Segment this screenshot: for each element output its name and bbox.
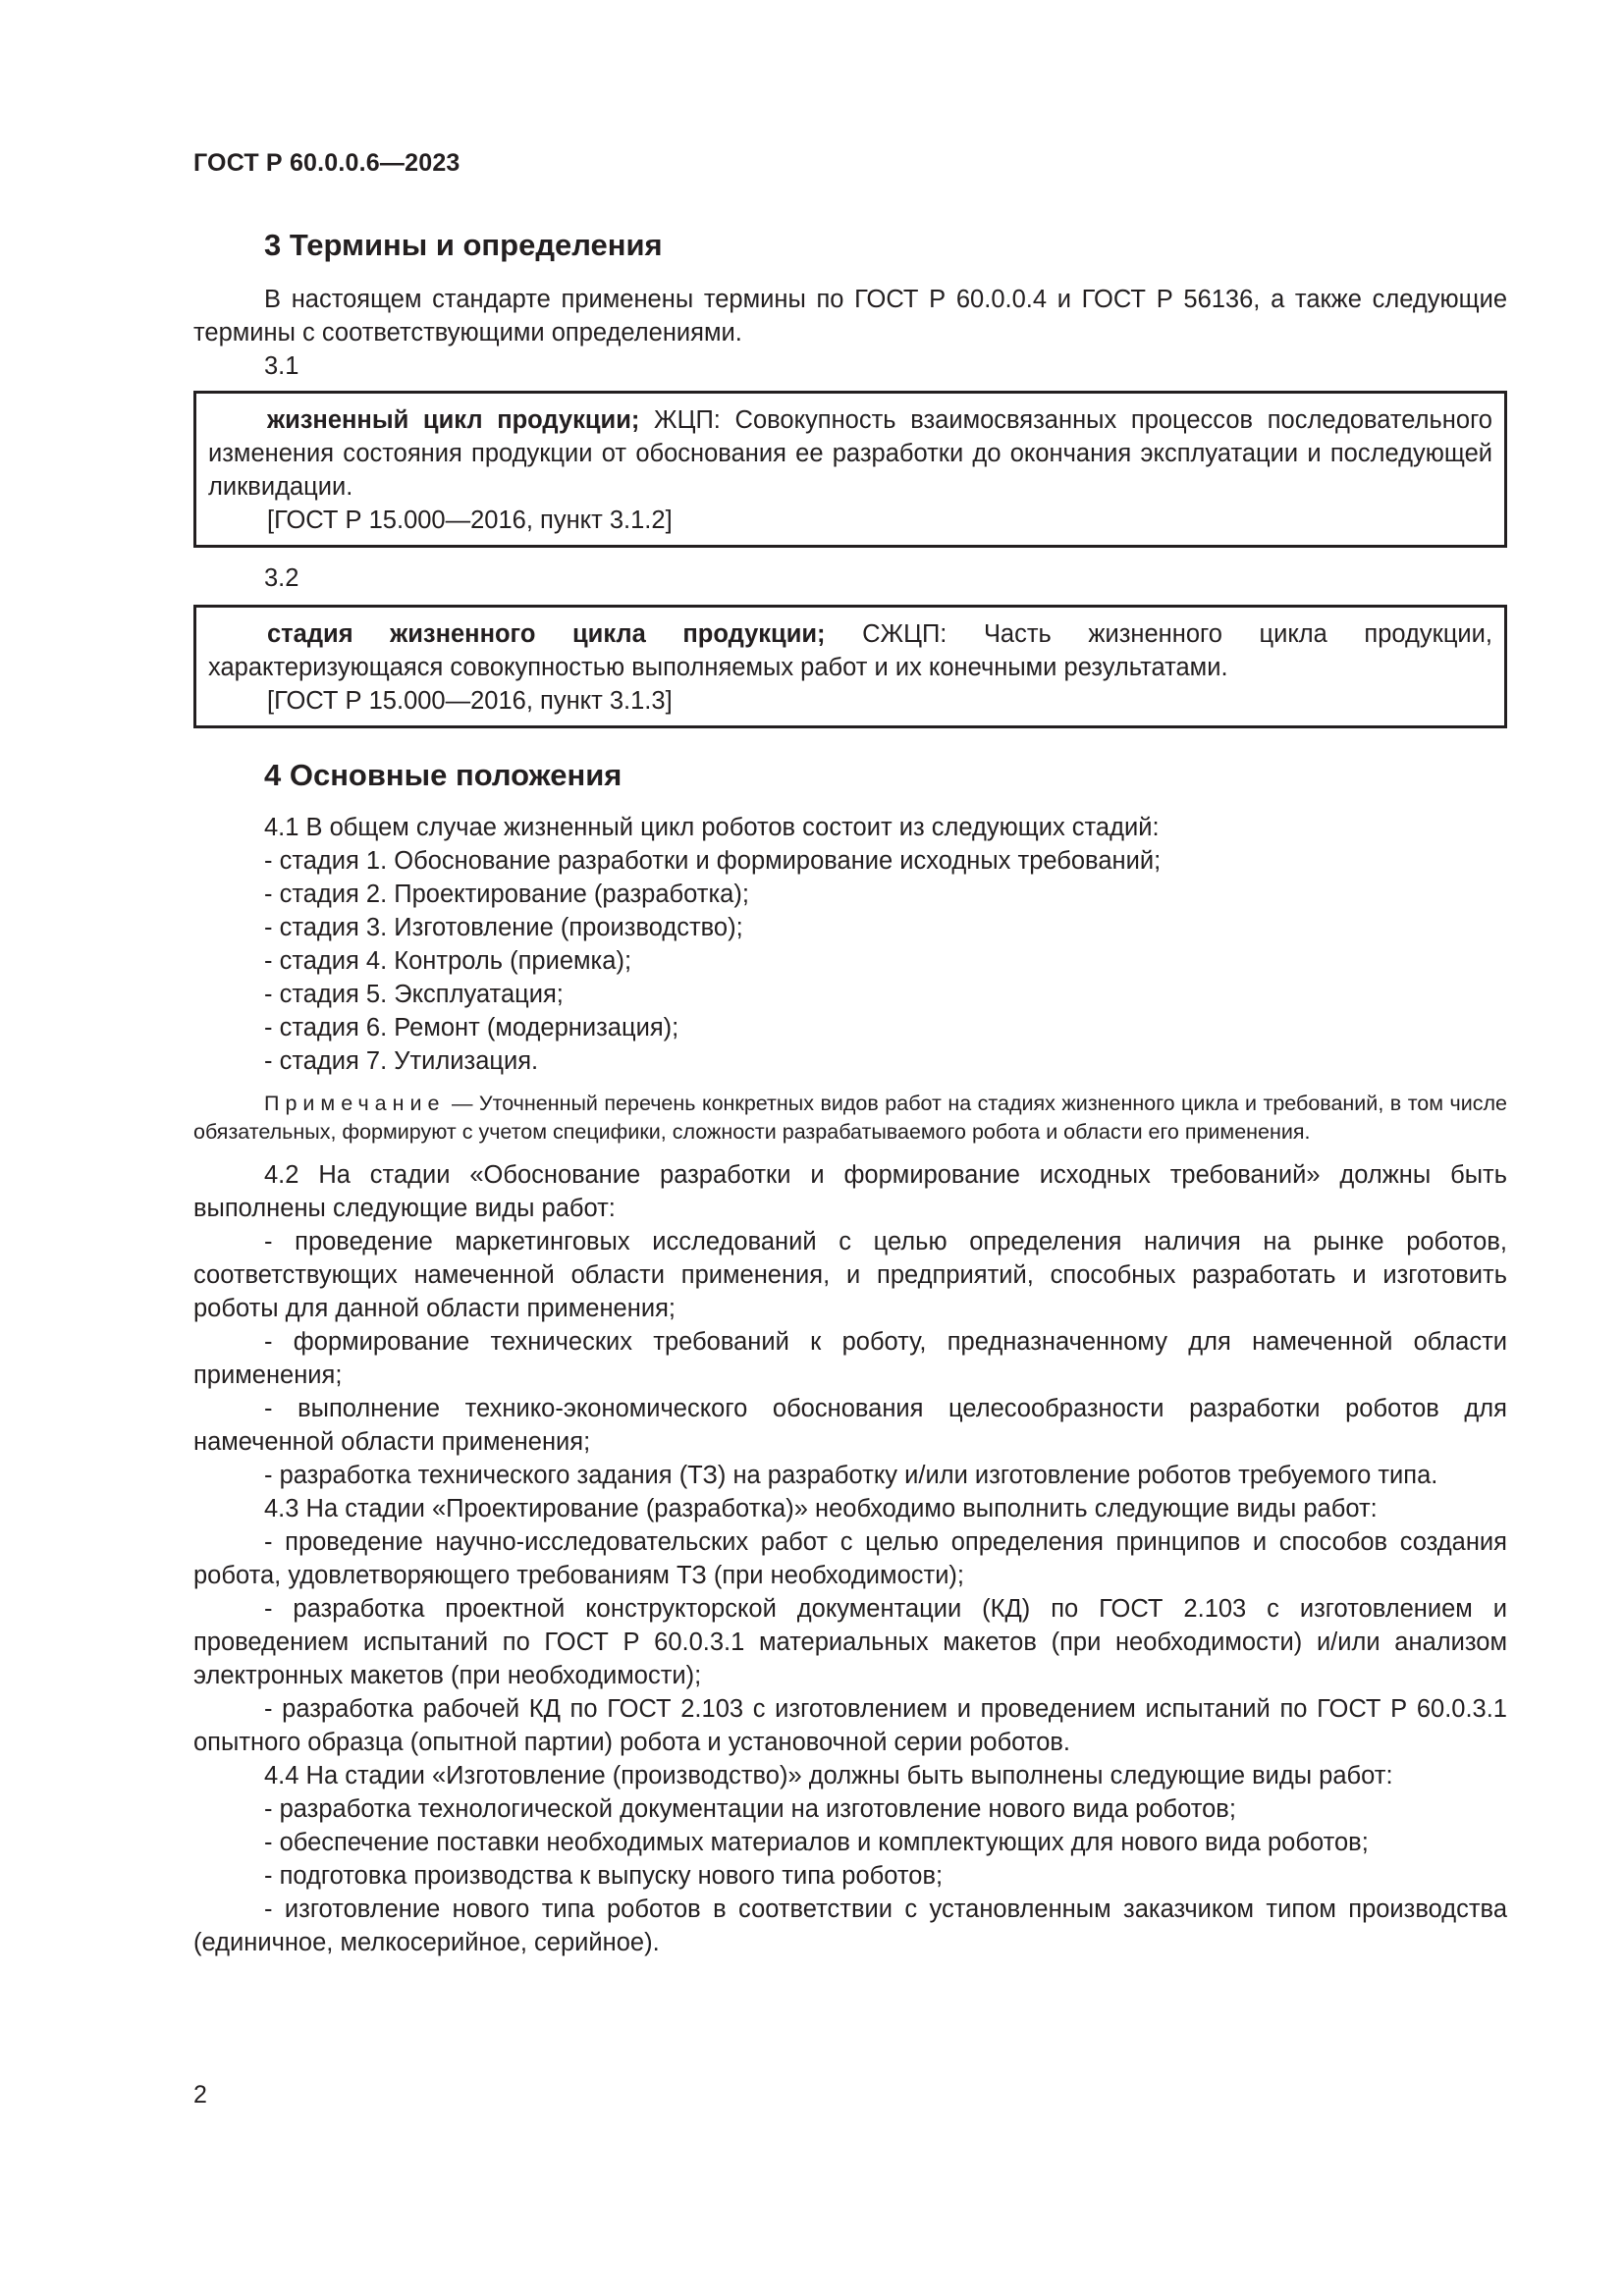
stage-item: - стадия 7. Утилизация. [264, 1047, 539, 1075]
clause-4-4-item: - разработка технологической документации на изготовление нового вида роботов; [264, 1795, 1236, 1823]
stage-item: - стадия 1. Обоснование разработки и формирование исходных требований; [264, 847, 1162, 875]
term-name: жизненный цикл продукции; [267, 406, 640, 434]
page-content [193, 226, 1507, 1959]
term-source-3-1: [ГОСТ Р 15.000—2016, пункт 3.1.2] [267, 507, 673, 534]
clause-4-2-item: - разработка технического задания (ТЗ) на разработку и/или изготовление роботов требуемого типа. [264, 1462, 1438, 1489]
document-id-header: ГОСТ Р 60.0.0.6—2023 [193, 149, 460, 177]
term-definition-text: СЖЦП: Часть жизненного цикла продукции, характеризующаяся совокупностью выполняемых работ и их конечными результатами. [208, 620, 1493, 681]
term-box-3-1 [193, 391, 1507, 548]
section-4-heading: 4 Основные положения [264, 758, 623, 792]
page-number: 2 [193, 2081, 207, 2109]
clause-4-3-item: - проведение научно-исследовательских работ с целью определения принципов и способов создания робота, удовлетворяющего требованиям ТЗ (при необходимости); [193, 1528, 1507, 1589]
clause-4-3-item: - разработка проектной конструкторской документации (КД) по ГОСТ 2.103 с изготовлением и проведением испытаний по ГОСТ Р 60.0.3.1 материальных макетов (при необходимости) и/или анализом электронных макетов (при необходимости); [193, 1595, 1507, 1689]
clause-4-1-lead: 4.1 В общем случае жизненный цикл роботов состоит из следующих стадий: [264, 814, 1160, 841]
term-definition-3-1 [208, 403, 1492, 504]
term-number-3-1: 3.1 [264, 352, 299, 380]
clause-4-2-item: - формирование технических требований к роботу, предназначенному для намеченной области применения; [193, 1328, 1507, 1389]
note-text: — Уточненный перечень конкретных видов работ на стадиях жизненного цикла и требований, в том числе обязательных, формируют с учетом специфики, сложности разрабатываемого робота и области его применения. [193, 1092, 1507, 1144]
stage-list [193, 811, 1507, 1078]
clause-4-4-item: - обеспечение поставки необходимых материалов и комплектующих для нового вида роботов; [264, 1829, 1369, 1856]
stage-item: - стадия 2. Проектирование (разработка); [264, 881, 749, 908]
clause-4-3-lead: 4.3 На стадии «Проектирование (разработка)» необходимо выполнить следующие виды работ: [264, 1495, 1378, 1522]
clause-4-4-item: - изготовление нового типа роботов в соответствии с установленным заказчиком типом производства (единичное, мелкосерийное, серийное). [193, 1896, 1507, 1956]
clause-4-4-item: - подготовка производства к выпуску нового типа роботов; [264, 1862, 944, 1890]
clause-4-2-item: - выполнение технико-экономического обоснования целесообразности разработки роботов для намеченной области применения; [193, 1395, 1507, 1456]
section-3-heading: 3 Термины и определения [264, 228, 663, 262]
term-definition-text: ЖЦП: Совокупность взаимосвязанных процессов последовательного изменения состояния продукции от обоснования ее разработки до окончания эксплуатации и последующей ликвидации. [208, 406, 1492, 501]
term-name: стадия жизненного цикла продукции; [267, 620, 826, 648]
stage-item: - стадия 5. Эксплуатация; [264, 981, 564, 1008]
clause-4-4-lead: 4.4 На стадии «Изготовление (производство)» должны быть выполнены следующие виды работ: [264, 1762, 1393, 1789]
term-number-3-2: 3.2 [264, 564, 299, 592]
stage-item: - стадия 6. Ремонт (модернизация); [264, 1014, 679, 1041]
clause-4-2-lead: 4.2 На стадии «Обоснование разработки и формирование исходных требований» должны быть выполнены следующие виды работ: [193, 1161, 1507, 1222]
stage-item: - стадия 3. Изготовление (производство); [264, 914, 743, 941]
clause-4-2-item: - проведение маркетинговых исследований с целью определения наличия на рынке роботов, соответствующих намеченной области применения, и предприятий, способных разработать и изготовить роботы для данной области применения; [193, 1228, 1507, 1322]
term-source-3-2: [ГОСТ Р 15.000—2016, пункт 3.1.3] [267, 687, 673, 715]
clause-4-3-item: - разработка рабочей КД по ГОСТ 2.103 с изготовлением и проведением испытаний по ГОСТ Р 60.0.3.1 опытного образца (опытной партии) робота и установочной серии роботов. [193, 1695, 1507, 1756]
stage-item: - стадия 4. Контроль (приемка); [264, 947, 632, 975]
term-box-3-2 [193, 605, 1507, 728]
term-definition-3-2 [208, 617, 1492, 684]
note-label: Примечание [264, 1092, 446, 1115]
section-3-intro: В настоящем стандарте применены термины по ГОСТ Р 60.0.0.4 и ГОСТ Р 56136, а также следующие термины с соответствующими определениями. [193, 286, 1507, 347]
note-paragraph [193, 1090, 1507, 1147]
